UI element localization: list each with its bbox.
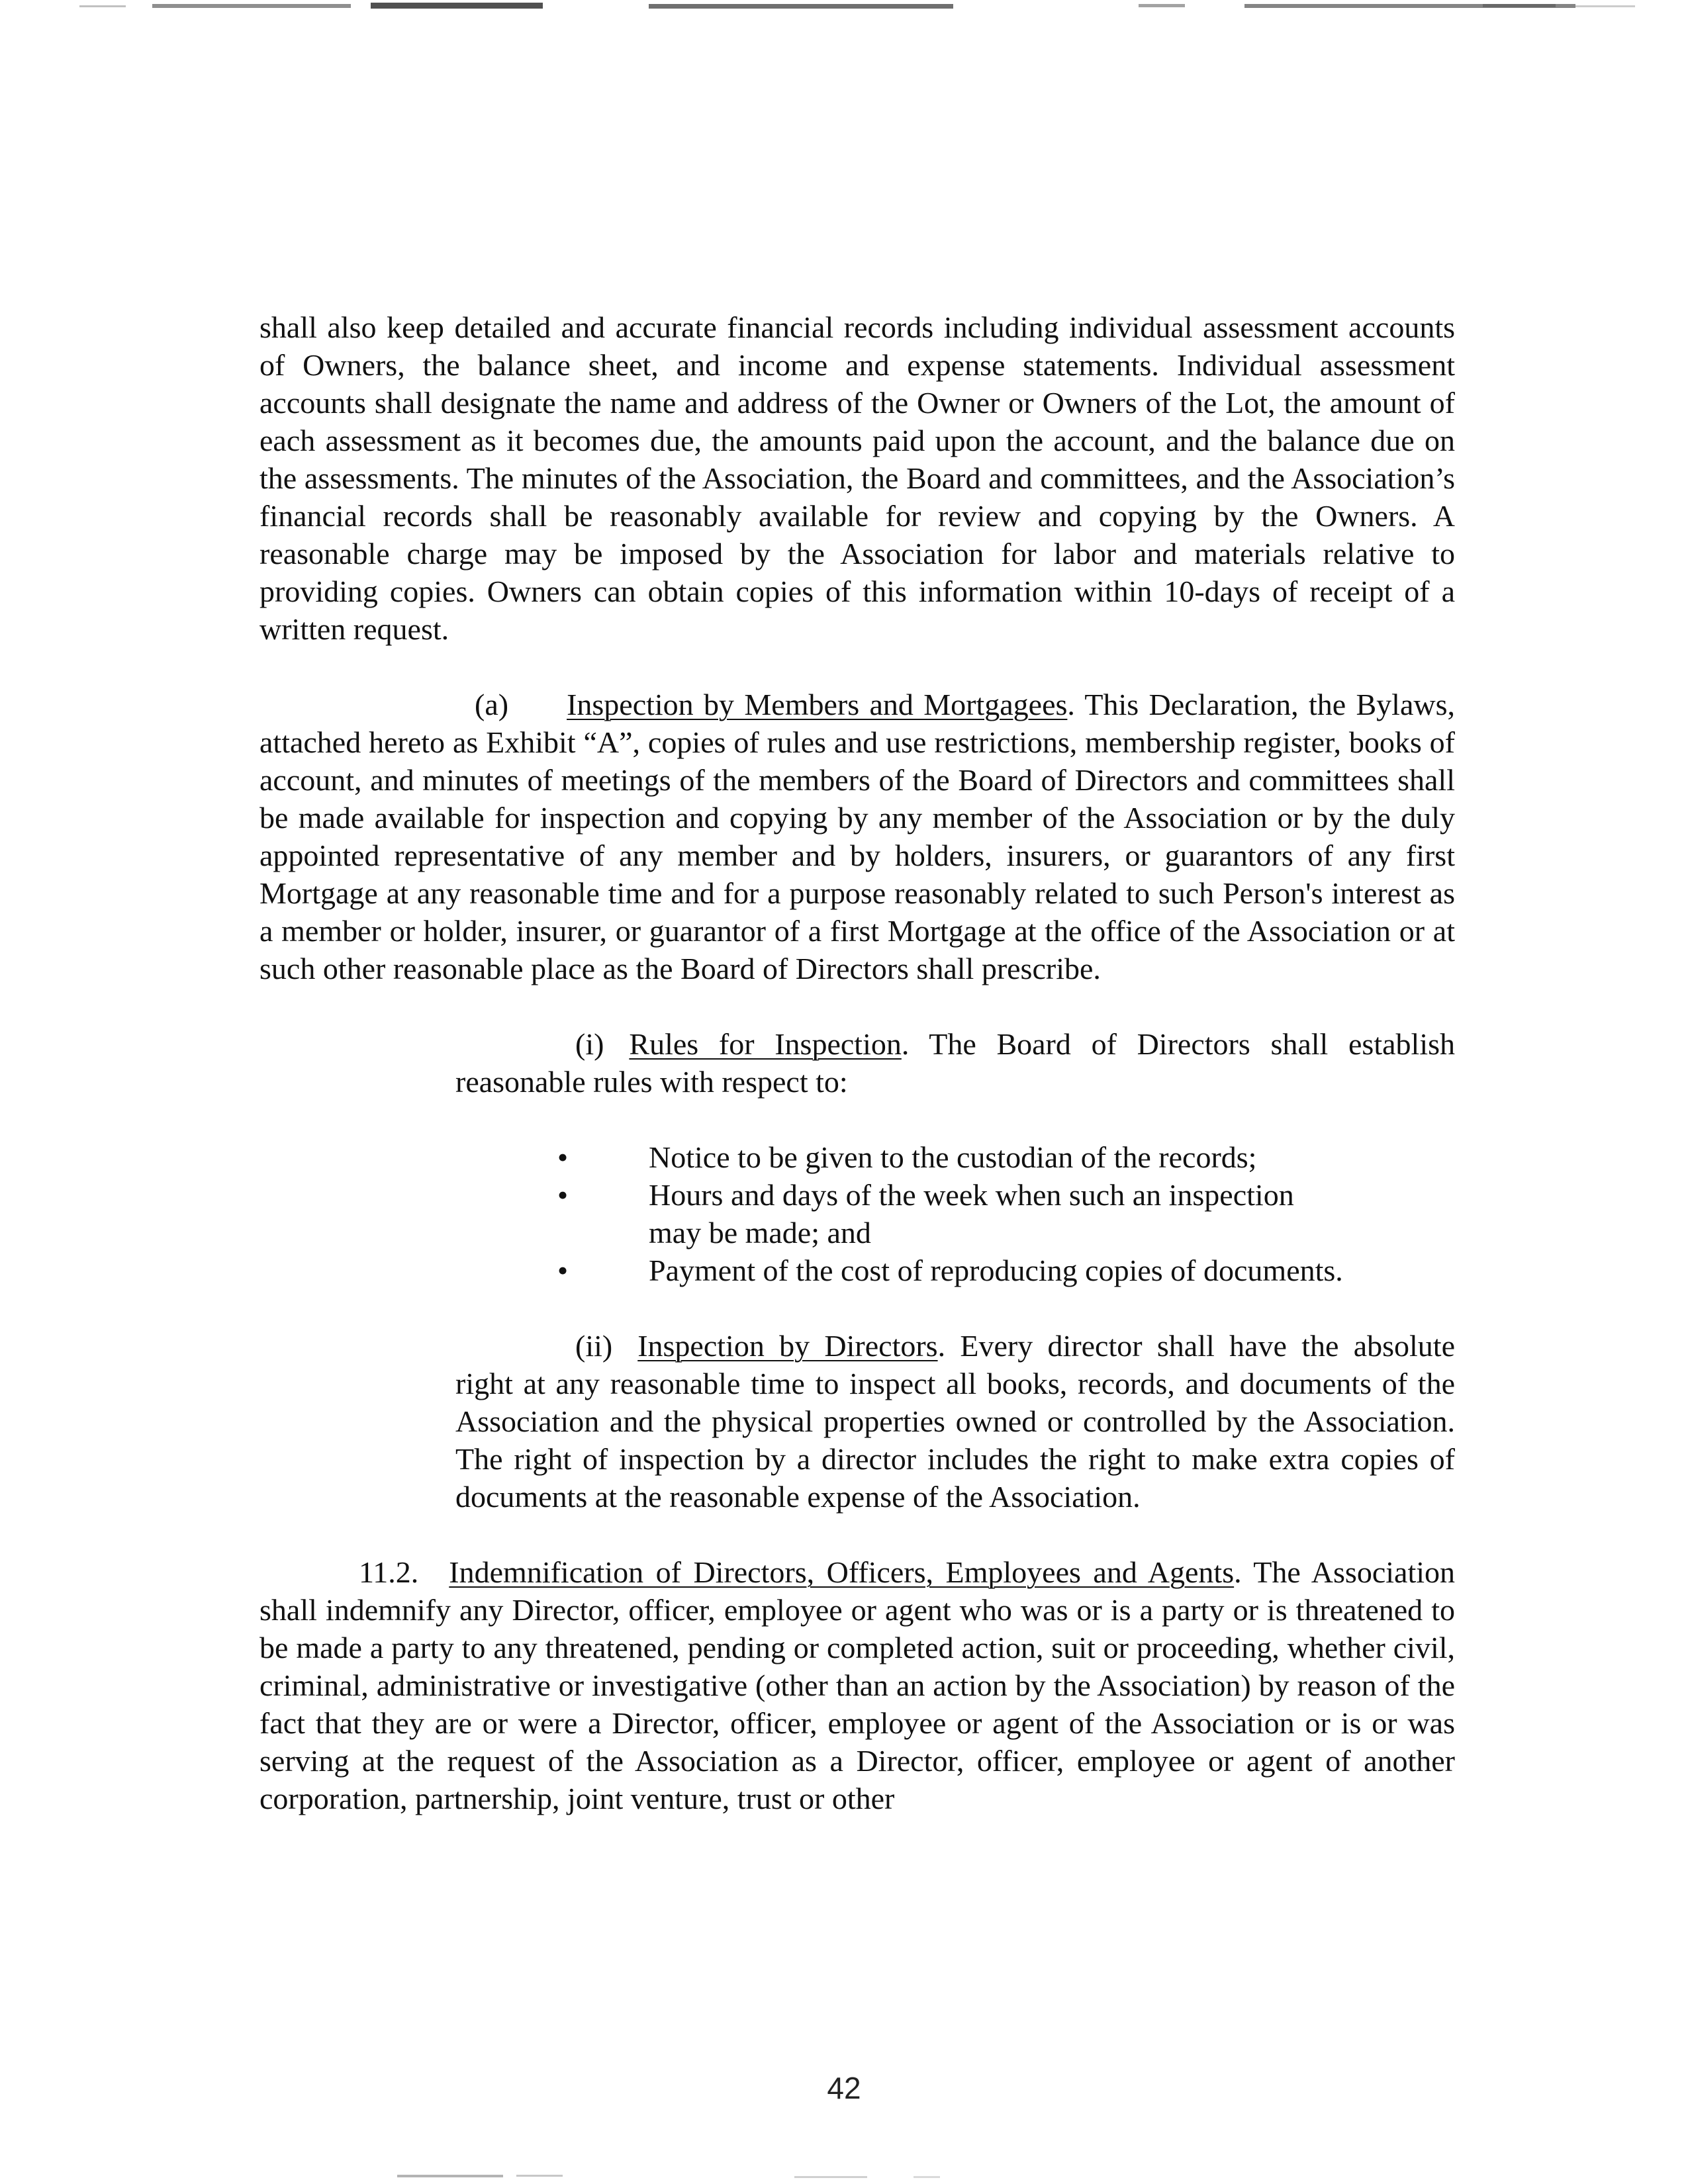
section-i-body: The Board of Directors shall establish reasonable rules with respect to: [455,1027,1455,1099]
bullet-icon: • [557,1253,569,1287]
section-i-block [455,1025,1455,1101]
section-11-2-marker: 11.2. [359,1555,419,1589]
section-a-heading: Inspection by Members and Mortgagees [567,688,1068,721]
section-a-paragraph [259,686,1455,987]
section-a-heading-punct: . [1067,688,1075,721]
list-item [549,1138,1344,1176]
section-ii-heading: Inspection by Directors [637,1329,938,1363]
intro-paragraph: shall also keep detailed and accurate financial records including individual assessment accounts of Owners, the balance sheet, and income and expense statements. Individual assessment accounts shall designate the name and address of the Owner or Owners of the Lot, the amount of each assessment as it becomes due, the amounts paid upon the account, and the balance due on the assessments. The minutes of the Association, the Board and committees, and the Association’s financial records shall be reasonably available for review and copying by the Owners. A reasonable charge may be imposed by the Association for labor and materials relative to providing copies. Owners can obtain copies of this information within 10-days of receipt of a written request. [259,310,1455,646]
section-i-heading-punct: . [901,1027,910,1061]
page-number: 42 [827,2071,861,2105]
list-item-text: Hours and days of the week when such an inspection may be made; and [649,1178,1294,1250]
section-i-marker: (i) [575,1027,604,1061]
paragraph-gap [259,1516,1455,1553]
section-ii-heading-punct: . [937,1329,946,1363]
paragraph-gap [259,648,1455,686]
document-page [259,308,1455,1817]
section-11-2-heading: Indemnification of Directors, Officers, Employees and Agents [449,1555,1235,1589]
section-11-2-body: The Association shall indemnify any Director, officer, employee or agent who was or is a party or is threatened to be made a party to any threatened, pending or completed action, suit or proceeding, whether civil, criminal, administrative or investigative (other than an action by the Association) by reason of the fact that they are or were a Director, officer, employee or agent of the Association or is or was serving at the request of the Association as a Director, officer, employee or agent of another corporation, partnership, joint venture, trust or other [259,1555,1456,1815]
section-i-paragraph [455,1025,1455,1101]
section-a-body: This Declaration, the Bylaws, attached hereto as Exhibit “A”, copies of rules and use restrictions, membership register, books of account, and minutes of meetings of the members of the Board of Directors and committees shall be made available for inspection and copying by any member of the Association or by the duly appointed representative of any member and by holders, insurers, or guarantors of any first Mortgage at any reasonable time and for a purpose reasonably related to such Person's interest as a member or holder, insurer, or guarantor of a first Mortgage at the office of the Association or at such other reasonable place as the Board of Directors shall prescribe. [259,688,1455,985]
scan-artifact-bottom [0,2159,1688,2184]
section-ii-marker: (ii) [575,1329,613,1363]
section-a-marker: (a) [475,688,509,721]
section-ii-block [455,1327,1455,1516]
list-item [549,1251,1344,1289]
section-ii-body: Every director shall have the absolute right at any reasonable time to inspect all books, records, and documents of the Association and the physical properties owned or controlled by the Association. The right of inspection by a director includes the right to make extra copies of documents at the reasonable expense of the Association. [455,1329,1455,1514]
scan-artifact-top [0,0,1688,20]
section-ii-paragraph [455,1327,1455,1516]
section-i-heading: Rules for Inspection [629,1027,902,1061]
paragraph-gap [259,1289,1455,1327]
inspection-rules-list [549,1138,1344,1289]
paragraph-gap [259,987,1455,1025]
bullet-icon: • [557,1140,569,1174]
list-item-text: Payment of the cost of reproducing copies of documents. [649,1253,1343,1287]
section-11-2-paragraph [259,1553,1455,1817]
paragraph-gap [259,1101,1455,1138]
section-11-2-heading-punct: . [1234,1555,1242,1589]
list-item [549,1176,1344,1251]
bullet-icon: • [557,1178,569,1212]
list-item-text: Notice to be given to the custodian of the records; [649,1140,1257,1174]
